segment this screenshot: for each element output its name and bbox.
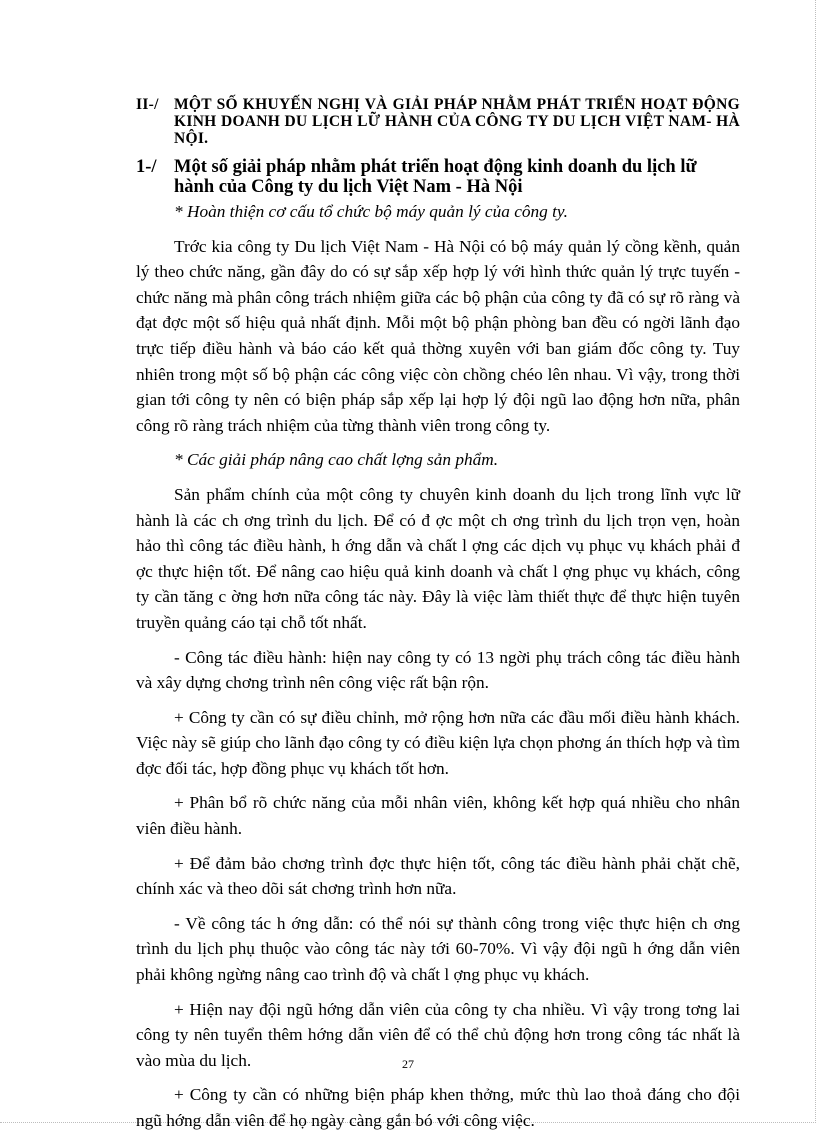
subsection-number: 1-/ (136, 157, 157, 177)
paragraph: + Để đảm bảo chơng trình đợc thực hiện tốt, công tác điều hành phải chặt chẽ, chính xác và theo dõi sát chơng trình hơn nữa. (136, 853, 740, 899)
section-number: II-/ (136, 96, 159, 113)
paragraph: - Về công tác h ớng dẫn: có thể nói sự thành công trong việc thực hiện ch ơng trình du lịch phụ thuộc vào công tác này tới 60-70%. Vì vậy đội ngũ h ớng dẫn viên phải không ngừng nâng cao trình độ và chất l ợng phục vụ khách. (136, 913, 740, 985)
paragraph: + Công ty cần có những biện pháp khen thởng, mức thù lao thoả đáng cho đội ngũ hớng dẫn viên để họ ngày càng gắn bó với công việc. (136, 1085, 740, 1130)
paragraph: Trớc kia công ty Du lịch Việt Nam - Hà Nội có bộ máy quản lý cồng kềnh, quản lý theo chức năng, gần đây do có sự sắp xếp hợp lý với hình thức quản lý trực tuyến - chức năng mà phân công trách nhiệm giữa các bộ phận của công ty đã có sự rõ ràng và đạt đợc một số hiệu quả nhất định. Mỗi một bộ phận phòng ban đều có ngời lãnh đạo trực tiếp điều hành và báo cáo kết quả thờng xuyên với ban giám đốc công ty. Tuy nhiên trong một số bộ phận các công việc còn chồng chéo lên nhau. Vì vậy, trong thời gian tới công ty nên có biện pháp sắp xếp lại hợp lý đội ngũ lao động hơn nữa, phân công rõ ràng trách nhiệm của từng thành viên trong công ty. (136, 236, 740, 435)
paragraph: Sản phẩm chính của một công ty chuyên kinh doanh du lịch trong lĩnh vực lữ hành là các ch ơng trình du lịch. Để có đ ợc một ch ơng trình du lịch trọn vẹn, hoàn hảo thì công tác điều hành, h ớng dẫn và chất l ợng các dịch vụ phục vụ khách phải đ ợc thực hiện tốt. Để nâng cao hiệu quả kinh doanh và chất l ợng phục vụ khách, công ty cần tăng c ờng hơn nữa công tác này. Đây là việc làm thiết thực để thực hiện tuyên truyền quảng cáo tại chỗ tốt nhất. (136, 484, 740, 632)
page-number: 27 (402, 1057, 414, 1071)
subsection-title: Một số giải pháp nhằm phát triển hoạt động kinh doanh du lịch lữ hành của Công ty du lịch Việt Nam - Hà Nội (174, 157, 697, 197)
subsection-heading (136, 157, 740, 197)
paragraph: + Công ty cần có sự điều chỉnh, mở rộng hơn nữa các đầu mối điều hành khách. Việc này sẽ giúp cho lãnh đạo công ty có điều kiện lựa chọn phơng án thích hợp và tìm đợc đối tác, hợp đồng phục vụ khách tốt hơn. (136, 707, 740, 778)
paragraph: + Hiện nay đội ngũ hớng dẫn viên của công ty cha nhiều. Vì vậy trong tơng lai công ty nên tuyển thêm hớng dẫn viên để có thể chủ động hơn trong công tác nhất là vào mùa du lịch. (136, 999, 740, 1070)
paragraph-org-structure-heading: * Hoàn thiện cơ cấu tổ chức bộ máy quản lý của công ty. (174, 202, 568, 221)
page-content (136, 96, 740, 1134)
paragraph-quality-heading: * Các giải pháp nâng cao chất lợng sản phẩm. (174, 450, 499, 470)
paragraph: + Phân bổ rõ chức năng của mỗi nhân viên, không kết hợp quá nhiều cho nhân viên điều hành. (136, 793, 740, 839)
section-heading (136, 96, 740, 147)
section-title: MỘT SỐ KHUYẾN NGHỊ VÀ GIẢI PHÁP NHẰM PHÁT TRIỂN HOẠT ĐỘNG KINH DOANH DU LỊCH LỮ HÀNH CỦA CÔNG TY DU LỊCH VIỆT NAM- HÀ NỘI. (174, 96, 740, 147)
paragraph: - Công tác điều hành: hiện nay công ty có 13 ngời phụ trách công tác điều hành và xây dựng chơng trình nên công việc rất bận rộn. (136, 647, 740, 693)
